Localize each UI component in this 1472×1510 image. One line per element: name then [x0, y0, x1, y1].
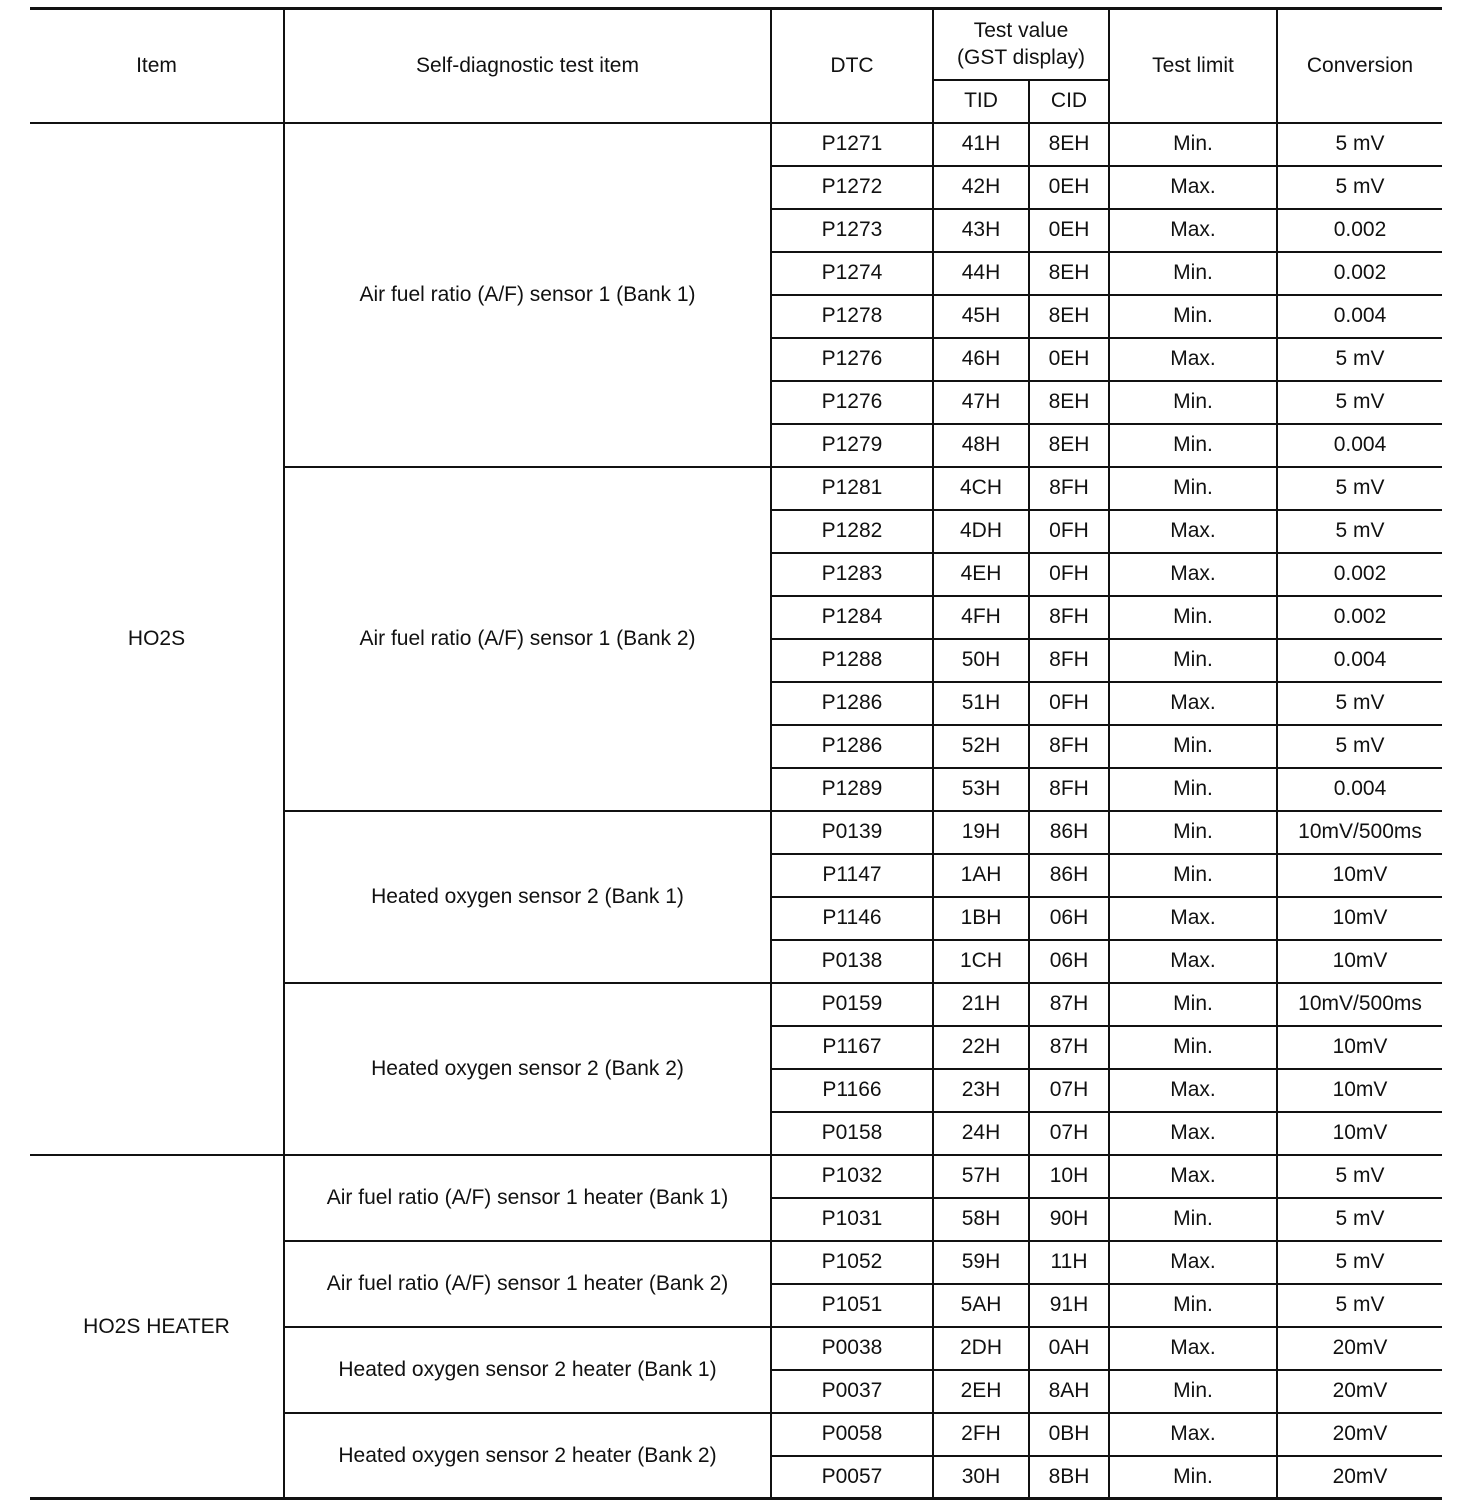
cid-cell: 8FH — [1029, 596, 1109, 639]
dtc-cell: P1288 — [771, 639, 933, 682]
tid-cell: 22H — [933, 1026, 1029, 1069]
tid-cell: 50H — [933, 639, 1029, 682]
tid-cell: 48H — [933, 424, 1029, 467]
cid-cell: 0FH — [1029, 682, 1109, 725]
tid-cell: 53H — [933, 768, 1029, 811]
dtc-cell: P1166 — [771, 1069, 933, 1112]
dtc-cell: P1052 — [771, 1241, 933, 1284]
conversion-cell: 10mV — [1277, 1069, 1442, 1112]
dtc-cell: P1276 — [771, 381, 933, 424]
test-limit-cell: Min. — [1109, 725, 1277, 768]
test-item-cell: Heated oxygen sensor 2 (Bank 1) — [284, 811, 771, 983]
header-item: Item — [30, 9, 284, 123]
tid-cell: 19H — [933, 811, 1029, 854]
cid-cell: 8FH — [1029, 768, 1109, 811]
cid-cell: 10H — [1029, 1155, 1109, 1198]
test-item-cell: Air fuel ratio (A/F) sensor 1 heater (Bank 2) — [284, 1241, 771, 1327]
dtc-cell: P1286 — [771, 725, 933, 768]
conversion-cell: 5 mV — [1277, 166, 1442, 209]
test-limit-cell: Max. — [1109, 940, 1277, 983]
test-limit-cell: Min. — [1109, 1456, 1277, 1499]
header-cid: CID — [1029, 80, 1109, 123]
dtc-cell: P0038 — [771, 1327, 933, 1370]
conversion-cell: 5 mV — [1277, 1198, 1442, 1241]
test-item-cell: Air fuel ratio (A/F) sensor 1 heater (Bank 1) — [284, 1155, 771, 1241]
cid-cell: 0EH — [1029, 338, 1109, 381]
tid-cell: 46H — [933, 338, 1029, 381]
conversion-cell: 0.002 — [1277, 553, 1442, 596]
table-body — [30, 123, 1442, 1499]
tid-cell: 24H — [933, 1112, 1029, 1155]
conversion-cell: 20mV — [1277, 1370, 1442, 1413]
tid-cell: 41H — [933, 123, 1029, 166]
test-item-cell: Air fuel ratio (A/F) sensor 1 (Bank 1) — [284, 123, 771, 467]
cid-cell: 8FH — [1029, 725, 1109, 768]
test-limit-cell: Min. — [1109, 811, 1277, 854]
cid-cell: 11H — [1029, 1241, 1109, 1284]
test-limit-cell: Max. — [1109, 553, 1277, 596]
test-limit-cell: Max. — [1109, 1327, 1277, 1370]
self-diagnostic-table — [30, 7, 1442, 1500]
conversion-cell: 0.004 — [1277, 768, 1442, 811]
tid-cell: 2EH — [933, 1370, 1029, 1413]
tid-cell: 30H — [933, 1456, 1029, 1499]
header-test-value: Test value (GST display) — [933, 9, 1109, 80]
dtc-cell: P0159 — [771, 983, 933, 1026]
cid-cell: 8EH — [1029, 295, 1109, 338]
conversion-cell: 5 mV — [1277, 725, 1442, 768]
tid-cell: 2DH — [933, 1327, 1029, 1370]
test-limit-cell: Max. — [1109, 1069, 1277, 1112]
tid-cell: 59H — [933, 1241, 1029, 1284]
dtc-cell: P1283 — [771, 553, 933, 596]
cid-cell: 0EH — [1029, 209, 1109, 252]
test-limit-cell: Max. — [1109, 1155, 1277, 1198]
table-row — [30, 123, 1442, 166]
dtc-cell: P1031 — [771, 1198, 933, 1241]
test-limit-cell: Min. — [1109, 424, 1277, 467]
test-limit-cell: Min. — [1109, 1026, 1277, 1069]
test-item-cell: Heated oxygen sensor 2 heater (Bank 1) — [284, 1327, 771, 1413]
tid-cell: 44H — [933, 252, 1029, 295]
test-limit-cell: Max. — [1109, 682, 1277, 725]
dtc-cell: P1286 — [771, 682, 933, 725]
tid-cell: 4DH — [933, 510, 1029, 553]
test-item-cell: Air fuel ratio (A/F) sensor 1 (Bank 2) — [284, 467, 771, 811]
conversion-cell: 0.004 — [1277, 424, 1442, 467]
dtc-cell: P1051 — [771, 1284, 933, 1327]
test-item-cell: Heated oxygen sensor 2 (Bank 2) — [284, 983, 771, 1155]
cid-cell: 86H — [1029, 854, 1109, 897]
table-row — [30, 1155, 1442, 1198]
tid-cell: 21H — [933, 983, 1029, 1026]
tid-cell: 47H — [933, 381, 1029, 424]
cid-cell: 07H — [1029, 1112, 1109, 1155]
tid-cell: 57H — [933, 1155, 1029, 1198]
cid-cell: 07H — [1029, 1069, 1109, 1112]
conversion-cell: 5 mV — [1277, 1284, 1442, 1327]
test-limit-cell: Min. — [1109, 983, 1277, 1026]
test-limit-cell: Min. — [1109, 854, 1277, 897]
conversion-cell: 5 mV — [1277, 123, 1442, 166]
conversion-cell: 5 mV — [1277, 1155, 1442, 1198]
test-limit-cell: Min. — [1109, 467, 1277, 510]
test-limit-cell: Min. — [1109, 768, 1277, 811]
dtc-cell: P1272 — [771, 166, 933, 209]
tid-cell: 4EH — [933, 553, 1029, 596]
conversion-cell: 20mV — [1277, 1456, 1442, 1499]
test-limit-cell: Min. — [1109, 1284, 1277, 1327]
conversion-cell: 10mV — [1277, 1112, 1442, 1155]
tid-cell: 2FH — [933, 1413, 1029, 1456]
tid-cell: 23H — [933, 1069, 1029, 1112]
cid-cell: 8AH — [1029, 1370, 1109, 1413]
conversion-cell: 10mV — [1277, 897, 1442, 940]
conversion-cell: 20mV — [1277, 1327, 1442, 1370]
test-limit-cell: Min. — [1109, 639, 1277, 682]
tid-cell: 43H — [933, 209, 1029, 252]
conversion-cell: 20mV — [1277, 1413, 1442, 1456]
cid-cell: 06H — [1029, 940, 1109, 983]
test-limit-cell: Min. — [1109, 1198, 1277, 1241]
test-limit-cell: Max. — [1109, 338, 1277, 381]
test-limit-cell: Min. — [1109, 381, 1277, 424]
tid-cell: 4CH — [933, 467, 1029, 510]
header-dtc: DTC — [771, 9, 933, 123]
dtc-cell: P1284 — [771, 596, 933, 639]
cid-cell: 8FH — [1029, 467, 1109, 510]
dtc-cell: P1147 — [771, 854, 933, 897]
header-self-diagnostic-test-item: Self-diagnostic test item — [284, 9, 771, 123]
cid-cell: 0FH — [1029, 553, 1109, 596]
cid-cell: 8EH — [1029, 424, 1109, 467]
cid-cell: 8EH — [1029, 123, 1109, 166]
dtc-cell: P1278 — [771, 295, 933, 338]
tid-cell: 58H — [933, 1198, 1029, 1241]
conversion-cell: 10mV — [1277, 940, 1442, 983]
conversion-cell: 0.002 — [1277, 209, 1442, 252]
test-limit-cell: Max. — [1109, 209, 1277, 252]
dtc-cell: P1276 — [771, 338, 933, 381]
header-conversion: Conversion — [1277, 9, 1442, 123]
tid-cell: 42H — [933, 166, 1029, 209]
tid-cell: 51H — [933, 682, 1029, 725]
cid-cell: 0EH — [1029, 166, 1109, 209]
table-header — [30, 9, 1442, 123]
test-limit-cell: Max. — [1109, 1241, 1277, 1284]
cid-cell: 8FH — [1029, 639, 1109, 682]
dtc-cell: P0037 — [771, 1370, 933, 1413]
cid-cell: 8EH — [1029, 252, 1109, 295]
test-limit-cell: Min. — [1109, 1370, 1277, 1413]
conversion-cell: 5 mV — [1277, 682, 1442, 725]
conversion-cell: 10mV — [1277, 1026, 1442, 1069]
cid-cell: 87H — [1029, 1026, 1109, 1069]
dtc-cell: P0158 — [771, 1112, 933, 1155]
dtc-cell: P1271 — [771, 123, 933, 166]
conversion-cell: 5 mV — [1277, 381, 1442, 424]
dtc-cell: P1146 — [771, 897, 933, 940]
dtc-cell: P0138 — [771, 940, 933, 983]
dtc-cell: P1289 — [771, 768, 933, 811]
cid-cell: 06H — [1029, 897, 1109, 940]
cid-cell: 91H — [1029, 1284, 1109, 1327]
test-limit-cell: Min. — [1109, 252, 1277, 295]
header-tid: TID — [933, 80, 1029, 123]
test-limit-cell: Min. — [1109, 295, 1277, 338]
dtc-cell: P0139 — [771, 811, 933, 854]
dtc-cell: P1167 — [771, 1026, 933, 1069]
dtc-cell: P1279 — [771, 424, 933, 467]
tid-cell: 52H — [933, 725, 1029, 768]
dtc-cell: P1281 — [771, 467, 933, 510]
cid-cell: 0BH — [1029, 1413, 1109, 1456]
conversion-cell: 0.004 — [1277, 295, 1442, 338]
test-limit-cell: Max. — [1109, 897, 1277, 940]
cid-cell: 0AH — [1029, 1327, 1109, 1370]
conversion-cell: 10mV — [1277, 854, 1442, 897]
cid-cell: 87H — [1029, 983, 1109, 1026]
conversion-cell: 0.002 — [1277, 596, 1442, 639]
conversion-cell: 10mV/500ms — [1277, 983, 1442, 1026]
dtc-cell: P1273 — [771, 209, 933, 252]
test-limit-cell: Min. — [1109, 123, 1277, 166]
test-limit-cell: Min. — [1109, 596, 1277, 639]
dtc-cell: P0058 — [771, 1413, 933, 1456]
conversion-cell: 10mV/500ms — [1277, 811, 1442, 854]
dtc-cell: P0057 — [771, 1456, 933, 1499]
tid-cell: 45H — [933, 295, 1029, 338]
cid-cell: 90H — [1029, 1198, 1109, 1241]
item-cell: HO2S — [30, 123, 284, 1155]
conversion-cell: 0.002 — [1277, 252, 1442, 295]
test-limit-cell: Max. — [1109, 1112, 1277, 1155]
header-test-limit: Test limit — [1109, 9, 1277, 123]
dtc-cell: P1274 — [771, 252, 933, 295]
item-cell: HO2S HEATER — [30, 1155, 284, 1499]
cid-cell: 8EH — [1029, 381, 1109, 424]
dtc-cell: P1282 — [771, 510, 933, 553]
test-limit-cell: Max. — [1109, 166, 1277, 209]
cid-cell: 0FH — [1029, 510, 1109, 553]
conversion-cell: 5 mV — [1277, 467, 1442, 510]
conversion-cell: 5 mV — [1277, 1241, 1442, 1284]
cid-cell: 8BH — [1029, 1456, 1109, 1499]
dtc-cell: P1032 — [771, 1155, 933, 1198]
tid-cell: 1AH — [933, 854, 1029, 897]
test-item-cell: Heated oxygen sensor 2 heater (Bank 2) — [284, 1413, 771, 1499]
tid-cell: 1BH — [933, 897, 1029, 940]
conversion-cell: 5 mV — [1277, 338, 1442, 381]
conversion-cell: 5 mV — [1277, 510, 1442, 553]
test-limit-cell: Max. — [1109, 1413, 1277, 1456]
tid-cell: 4FH — [933, 596, 1029, 639]
conversion-cell: 0.004 — [1277, 639, 1442, 682]
test-limit-cell: Max. — [1109, 510, 1277, 553]
tid-cell: 1CH — [933, 940, 1029, 983]
tid-cell: 5AH — [933, 1284, 1029, 1327]
cid-cell: 86H — [1029, 811, 1109, 854]
